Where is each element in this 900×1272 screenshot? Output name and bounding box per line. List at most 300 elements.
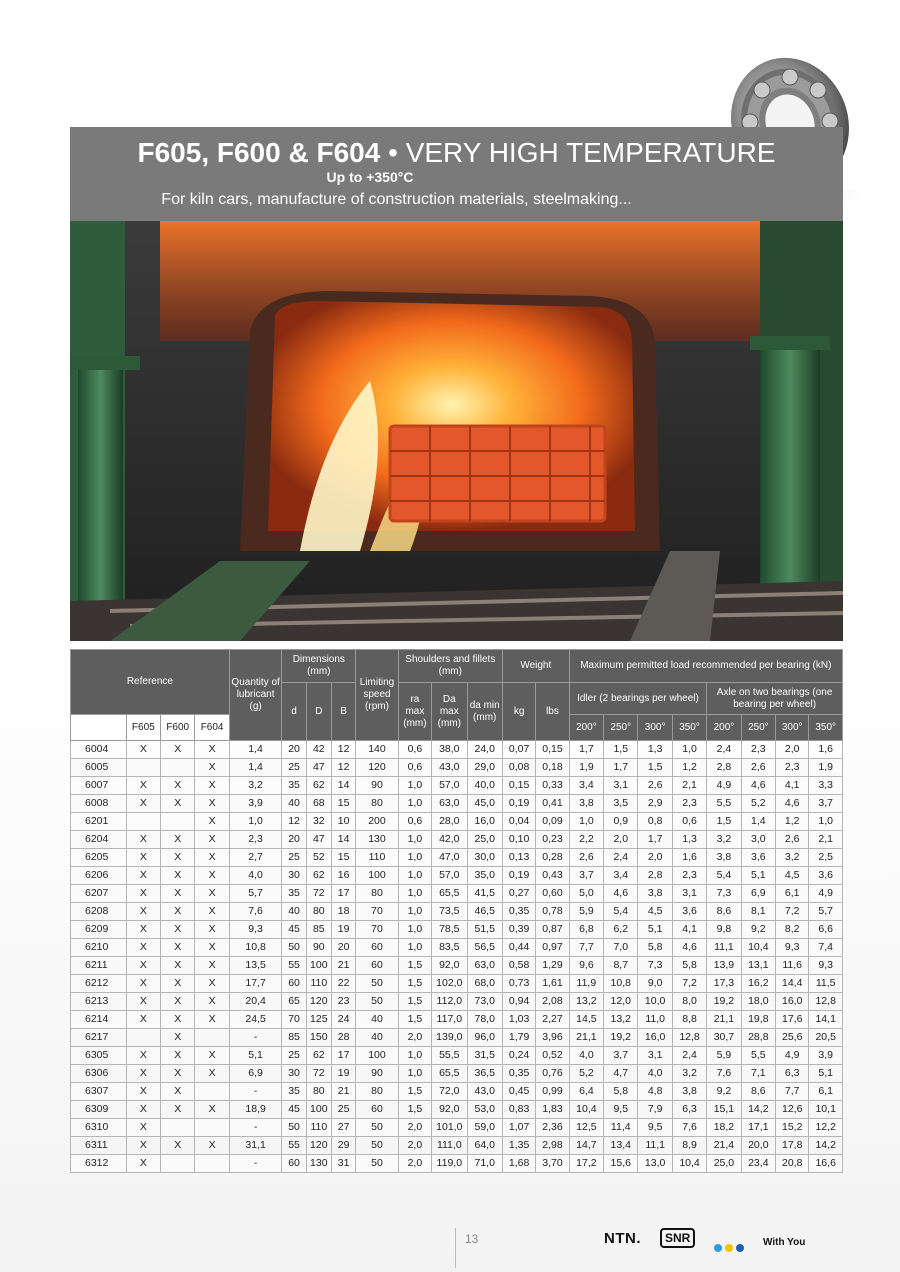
table-cell [195, 1083, 229, 1101]
table-cell: 5,8 [638, 939, 672, 957]
bearing-reference: 6305 [71, 1047, 127, 1065]
bearing-reference: 6213 [71, 993, 127, 1011]
table-cell: X [195, 849, 229, 867]
table-cell: X [126, 921, 160, 939]
table-cell: 10,8 [229, 939, 282, 957]
table-cell: 2,6 [741, 759, 775, 777]
table-cell: 25 [282, 849, 306, 867]
table-cell: 5,8 [604, 1083, 638, 1101]
bearing-reference: 6307 [71, 1083, 127, 1101]
table-cell: 7,1 [741, 1065, 775, 1083]
header-idler-350: 350° [672, 715, 706, 741]
table-cell: 1,79 [502, 1029, 535, 1047]
table-cell: X [195, 867, 229, 885]
table-cell: 28 [331, 1029, 355, 1047]
table-cell: X [161, 957, 195, 975]
table-cell: 7,6 [707, 1065, 741, 1083]
table-cell: 10,8 [604, 975, 638, 993]
table-cell: 23,4 [741, 1155, 775, 1173]
table-cell: 5,7 [809, 903, 843, 921]
table-cell: X [126, 777, 160, 795]
table-cell: 16 [331, 867, 355, 885]
table-cell: 0,83 [502, 1101, 535, 1119]
table-cell: 3,1 [604, 777, 638, 795]
table-cell: 1,5 [638, 759, 672, 777]
bearing-reference: 6208 [71, 903, 127, 921]
table-cell: 120 [306, 1137, 331, 1155]
table-cell: 7,7 [569, 939, 603, 957]
table-cell: 0,18 [536, 759, 569, 777]
table-cell: 85 [282, 1029, 306, 1047]
table-cell: 100 [356, 867, 398, 885]
table-cell: 4,6 [604, 885, 638, 903]
table-cell: 1,5 [398, 957, 431, 975]
table-cell: 60 [356, 957, 398, 975]
brand-dots [714, 1239, 747, 1257]
table-cell: 3,2 [776, 849, 809, 867]
bearing-reference: 6306 [71, 1065, 127, 1083]
table-cell: 25,0 [467, 831, 502, 849]
table-cell: 18,2 [707, 1119, 741, 1137]
table-cell: 0,09 [536, 813, 569, 831]
bearing-reference: 6312 [71, 1155, 127, 1173]
table-cell: 4,1 [776, 777, 809, 795]
table-cell: 40 [282, 795, 306, 813]
table-cell: 3,2 [707, 831, 741, 849]
table-cell: 0,9 [604, 813, 638, 831]
header-reference: Reference [71, 650, 230, 715]
table-cell: 3,70 [536, 1155, 569, 1173]
table-cell: 2,8 [638, 867, 672, 885]
table-cell: 1,0 [569, 813, 603, 831]
table-cell: 92,0 [432, 957, 467, 975]
table-cell: 80 [306, 1083, 331, 1101]
header-Da: Da max (mm) [432, 683, 467, 741]
table-cell: 73,5 [432, 903, 467, 921]
slogan: With You [763, 1237, 806, 1248]
table-cell: 0,87 [536, 921, 569, 939]
footer-divider [455, 1228, 456, 1268]
table-cell: 35 [282, 777, 306, 795]
table-cell: 25 [331, 1101, 355, 1119]
table-cell: 25,0 [707, 1155, 741, 1173]
table-cell: X [126, 1047, 160, 1065]
header-quantity: Quantity of lubricant (g) [229, 650, 282, 741]
table-cell: 7,6 [229, 903, 282, 921]
table-cell: 7,2 [672, 975, 706, 993]
table-cell: 0,43 [536, 867, 569, 885]
table-cell: 40,0 [467, 777, 502, 795]
table-cell: 20,5 [809, 1029, 843, 1047]
table-cell: 1,0 [398, 885, 431, 903]
table-cell: 12,6 [776, 1101, 809, 1119]
table-cell: 50 [356, 975, 398, 993]
table-cell: 19,8 [741, 1011, 775, 1029]
table-cell: 9,0 [638, 975, 672, 993]
table-cell: 28,8 [741, 1029, 775, 1047]
bearing-reference: 6204 [71, 831, 127, 849]
table-cell: 8,8 [672, 1011, 706, 1029]
table-cell: 40 [356, 1011, 398, 1029]
table-cell: 6,3 [776, 1065, 809, 1083]
table-cell [161, 813, 195, 831]
table-cell: X [126, 1155, 160, 1173]
table-cell: 2,1 [672, 777, 706, 795]
table-cell: 43,0 [432, 759, 467, 777]
table-cell: 21,4 [707, 1137, 741, 1155]
table-row [71, 849, 843, 867]
table-cell: 10,1 [809, 1101, 843, 1119]
table-cell: 2,3 [229, 831, 282, 849]
table-cell: 21,1 [707, 1011, 741, 1029]
table-row [71, 957, 843, 975]
table-cell: 15,1 [707, 1101, 741, 1119]
table-cell: 3,0 [741, 831, 775, 849]
header-axle-250: 250° [741, 715, 775, 741]
table-cell: 4,6 [776, 795, 809, 813]
applications-tagline: For kiln cars, manufacture of construction materials, steelmaking... [161, 191, 632, 208]
header-empty [71, 715, 127, 741]
table-cell: X [195, 1011, 229, 1029]
table-cell: 14,5 [569, 1011, 603, 1029]
table-cell: 3,6 [809, 867, 843, 885]
table-cell: X [161, 867, 195, 885]
table-cell: 20,0 [741, 1137, 775, 1155]
table-cell: 50 [356, 1155, 398, 1173]
table-cell: 10,0 [638, 993, 672, 1011]
header-kg: kg [502, 683, 535, 741]
table-cell: X [161, 1029, 195, 1047]
table-cell: 11,1 [638, 1137, 672, 1155]
table-cell: 20 [331, 939, 355, 957]
table-cell: 2,98 [536, 1137, 569, 1155]
table-cell: 100 [356, 1047, 398, 1065]
table-cell: 7,0 [604, 939, 638, 957]
table-cell: 3,3 [809, 777, 843, 795]
table-cell: X [195, 777, 229, 795]
table-row [71, 1083, 843, 1101]
table-cell: 50 [282, 939, 306, 957]
table-cell: 46,5 [467, 903, 502, 921]
table-cell: 16,6 [809, 1155, 843, 1173]
title-banner [70, 127, 843, 221]
table-cell: X [126, 1119, 160, 1137]
bearing-reference: 6207 [71, 885, 127, 903]
table-cell: X [161, 1137, 195, 1155]
table-row [71, 1155, 843, 1173]
table-cell: 110 [306, 975, 331, 993]
table-cell: 40 [282, 903, 306, 921]
table-cell: 5,1 [809, 1065, 843, 1083]
table-cell: 51,5 [467, 921, 502, 939]
table-cell: 1,5 [398, 1083, 431, 1101]
table-cell: 1,0 [398, 867, 431, 885]
table-cell: 4,6 [741, 777, 775, 795]
table-cell: 3,7 [809, 795, 843, 813]
table-cell: 45 [282, 921, 306, 939]
table-cell: 10,4 [569, 1101, 603, 1119]
table-cell: 6,9 [229, 1065, 282, 1083]
table-cell: 60 [356, 1101, 398, 1119]
table-cell: 1,0 [398, 1047, 431, 1065]
table-cell: 102,0 [432, 975, 467, 993]
table-cell: 17,3 [707, 975, 741, 993]
table-cell: 0,73 [502, 975, 535, 993]
table-cell: 1,03 [502, 1011, 535, 1029]
table-cell: 17 [331, 885, 355, 903]
table-cell: 17,8 [776, 1137, 809, 1155]
table-cell: 2,0 [638, 849, 672, 867]
temperature-subtitle: Up to +350°C [326, 169, 414, 185]
table-cell: 12,0 [604, 993, 638, 1011]
table-cell: 10,4 [672, 1155, 706, 1173]
table-cell [195, 1119, 229, 1137]
table-cell: 1,4 [741, 813, 775, 831]
bearing-reference: 6007 [71, 777, 127, 795]
table-cell: 5,5 [741, 1047, 775, 1065]
table-cell: X [195, 831, 229, 849]
table-cell: 125 [306, 1011, 331, 1029]
table-cell: X [126, 957, 160, 975]
table-cell: 6,3 [672, 1101, 706, 1119]
header-idler-300: 300° [638, 715, 672, 741]
table-cell: 1,68 [502, 1155, 535, 1173]
brand-dot-blue [714, 1244, 722, 1252]
table-cell: 3,5 [604, 795, 638, 813]
header-shoulders: Shoulders and fillets (mm) [398, 650, 502, 683]
table-cell: 53,0 [467, 1101, 502, 1119]
table-cell: 16,0 [638, 1029, 672, 1047]
table-cell: 7,9 [638, 1101, 672, 1119]
table-cell [161, 759, 195, 777]
table-row [71, 993, 843, 1011]
table-cell: 1,3 [638, 741, 672, 759]
header-axle-200: 200° [707, 715, 741, 741]
table-row [71, 813, 843, 831]
table-cell: 70 [282, 1011, 306, 1029]
table-cell: 200 [356, 813, 398, 831]
table-cell: X [126, 993, 160, 1011]
table-cell: 19 [331, 921, 355, 939]
table-cell: 35 [282, 885, 306, 903]
table-cell: X [161, 885, 195, 903]
table-cell: 30 [282, 1065, 306, 1083]
table-cell: X [161, 777, 195, 795]
table-cell: 16,0 [467, 813, 502, 831]
table-cell: 70 [356, 921, 398, 939]
table-cell: 11,9 [569, 975, 603, 993]
bearing-reference: 6004 [71, 741, 127, 759]
table-cell: 21,1 [569, 1029, 603, 1047]
table-cell: 2,0 [398, 1137, 431, 1155]
table-cell: 0,45 [502, 1083, 535, 1101]
table-cell: 120 [306, 993, 331, 1011]
bearing-reference: 6209 [71, 921, 127, 939]
table-cell: 2,0 [398, 1029, 431, 1047]
header-idler: Idler (2 bearings per wheel) [569, 683, 707, 715]
table-cell: 19 [331, 1065, 355, 1083]
table-cell: 55 [282, 1137, 306, 1155]
table-cell: 4,9 [776, 1047, 809, 1065]
table-cell: 10 [331, 813, 355, 831]
table-cell: 1,7 [638, 831, 672, 849]
table-cell: 4,5 [638, 903, 672, 921]
table-cell: 35 [282, 1083, 306, 1101]
table-cell: 20 [282, 831, 306, 849]
table-cell: 5,0 [569, 885, 603, 903]
table-cell: 2,08 [536, 993, 569, 1011]
table-cell: X [126, 939, 160, 957]
table-cell: 30,0 [467, 849, 502, 867]
table-cell: 9,2 [707, 1083, 741, 1101]
table-cell: 3,9 [809, 1047, 843, 1065]
table-cell: X [195, 759, 229, 777]
table-cell: 31,5 [467, 1047, 502, 1065]
table-row [71, 903, 843, 921]
table-cell: 17,6 [776, 1011, 809, 1029]
table-cell: 9,3 [229, 921, 282, 939]
table-cell: X [195, 993, 229, 1011]
table-cell: X [195, 903, 229, 921]
header-axle-300: 300° [776, 715, 809, 741]
table-cell: X [126, 867, 160, 885]
table-cell: 2,27 [536, 1011, 569, 1029]
table-cell: 0,15 [502, 777, 535, 795]
table-cell: 47 [306, 831, 331, 849]
table-cell: 7,2 [776, 903, 809, 921]
table-cell: 0,41 [536, 795, 569, 813]
table-cell: 1,0 [398, 1065, 431, 1083]
bearing-spec-table [70, 649, 843, 1173]
table-cell: 0,19 [502, 867, 535, 885]
bearing-reference: 6008 [71, 795, 127, 813]
table-cell: 27 [331, 1119, 355, 1137]
table-cell: 2,5 [809, 849, 843, 867]
table-cell: 6,8 [569, 921, 603, 939]
table-cell: 0,27 [502, 885, 535, 903]
table-cell: X [126, 741, 160, 759]
table-row [71, 1101, 843, 1119]
table-cell: 3,4 [569, 777, 603, 795]
table-cell [195, 1155, 229, 1173]
table-cell: 0,6 [398, 741, 431, 759]
table-cell: 11,1 [707, 939, 741, 957]
table-cell: 60 [282, 975, 306, 993]
table-cell: 5,4 [604, 903, 638, 921]
table-cell: X [126, 1065, 160, 1083]
table-cell: 13,1 [741, 957, 775, 975]
table-cell: 30 [282, 867, 306, 885]
table-cell: 2,2 [569, 831, 603, 849]
table-cell: X [126, 795, 160, 813]
table-cell: 5,1 [638, 921, 672, 939]
header-axle: Axle on two bearings (one bearing per wheel) [707, 683, 843, 715]
table-cell: 57,0 [432, 777, 467, 795]
table-cell: 50 [282, 1119, 306, 1137]
table-cell: 117,0 [432, 1011, 467, 1029]
kiln-photo [70, 221, 843, 641]
table-cell: 13,2 [569, 993, 603, 1011]
table-cell: 8,1 [741, 903, 775, 921]
table-cell: 10,4 [741, 939, 775, 957]
table-body [71, 741, 843, 1173]
table-cell: 2,0 [776, 741, 809, 759]
bearing-reference: 6211 [71, 957, 127, 975]
table-cell: X [195, 921, 229, 939]
table-cell: - [229, 1029, 282, 1047]
table-cell: X [126, 849, 160, 867]
table-cell: 140 [356, 741, 398, 759]
table-row [71, 939, 843, 957]
table-cell: 2,4 [672, 1047, 706, 1065]
bearing-reference: 6212 [71, 975, 127, 993]
table-cell: 3,2 [672, 1065, 706, 1083]
table-cell: 20,4 [229, 993, 282, 1011]
table-cell: 7,4 [809, 939, 843, 957]
table-cell: 32 [306, 813, 331, 831]
table-cell: 2,6 [776, 831, 809, 849]
table-cell: 2,3 [776, 759, 809, 777]
brand-dot-yellow [725, 1244, 733, 1252]
table-cell: 12 [282, 813, 306, 831]
table-cell: 0,10 [502, 831, 535, 849]
table-row [71, 759, 843, 777]
table-cell: 7,3 [638, 957, 672, 975]
table-row [71, 831, 843, 849]
table-cell: 3,7 [569, 867, 603, 885]
table-cell: 1,29 [536, 957, 569, 975]
table-cell: 5,2 [569, 1065, 603, 1083]
table-cell: 0,19 [502, 795, 535, 813]
table-cell: 0,58 [502, 957, 535, 975]
table-cell: 12,8 [672, 1029, 706, 1047]
table-cell: 65,5 [432, 1065, 467, 1083]
table-cell: 68 [306, 795, 331, 813]
table-cell: 13,4 [604, 1137, 638, 1155]
bearing-reference: 6206 [71, 867, 127, 885]
table-cell: 3,8 [569, 795, 603, 813]
table-cell: 56,5 [467, 939, 502, 957]
table-cell: 3,1 [638, 1047, 672, 1065]
table-cell: - [229, 1083, 282, 1101]
table-cell: 1,0 [398, 777, 431, 795]
table-cell: 1,5 [398, 993, 431, 1011]
table-cell: 0,97 [536, 939, 569, 957]
table-cell: 65,5 [432, 885, 467, 903]
table-cell: 9,5 [604, 1101, 638, 1119]
table-cell: 3,96 [536, 1029, 569, 1047]
table-cell: 23 [331, 993, 355, 1011]
table-cell: 1,0 [398, 849, 431, 867]
header-d: d [282, 683, 306, 741]
table-cell: 14 [331, 831, 355, 849]
table-cell: 130 [356, 831, 398, 849]
table-cell: X [126, 975, 160, 993]
table-cell: 42,0 [432, 831, 467, 849]
table-cell: X [126, 831, 160, 849]
table-cell: 50 [356, 993, 398, 1011]
table-cell: 72 [306, 1065, 331, 1083]
table-cell: 0,99 [536, 1083, 569, 1101]
table-cell: X [126, 1101, 160, 1119]
table-cell: 70 [356, 903, 398, 921]
table-cell: 78,5 [432, 921, 467, 939]
header-dimensions: Dimensions (mm) [282, 650, 356, 683]
table-cell: 130 [306, 1155, 331, 1173]
table-cell: 0,35 [502, 903, 535, 921]
table-cell: 16,0 [776, 993, 809, 1011]
table-cell: 1,0 [398, 921, 431, 939]
